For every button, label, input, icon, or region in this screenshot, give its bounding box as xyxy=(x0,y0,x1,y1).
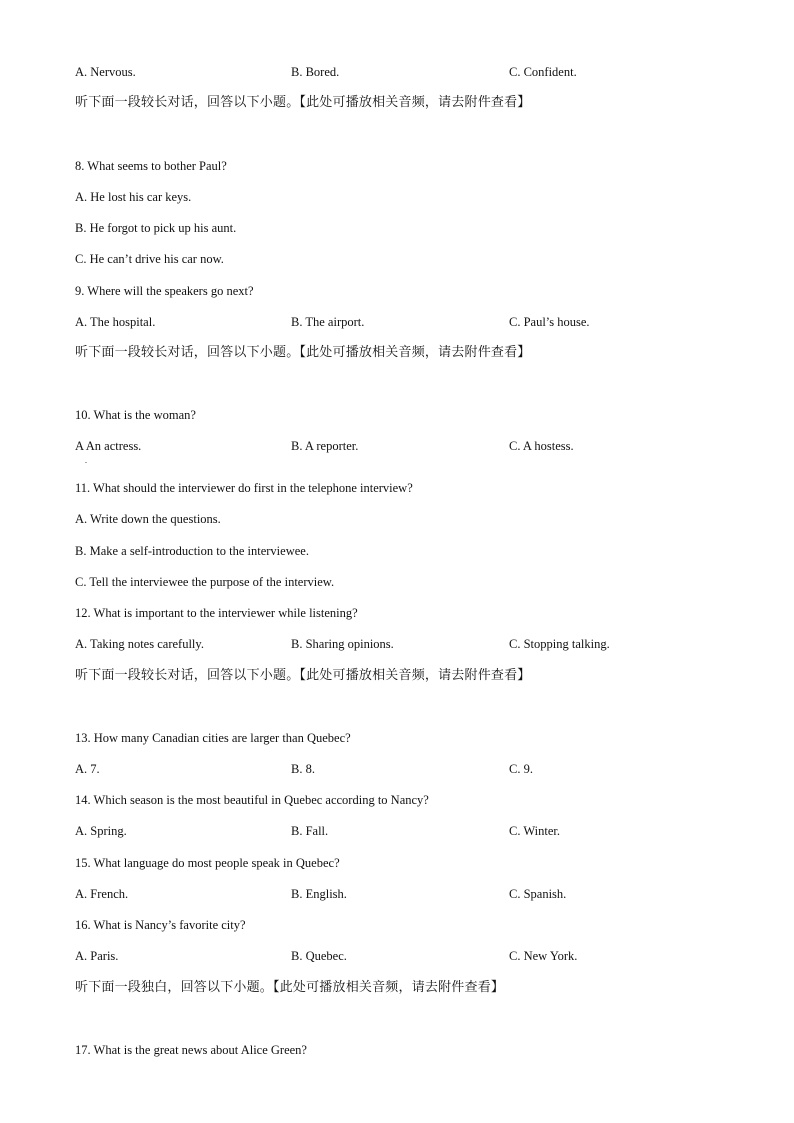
section-instruction: 听下面一段较长对话，回答以下小题。【此处可播放相关音频，请去附件查看】 xyxy=(75,668,531,683)
q10-option-b: B. A reporter. xyxy=(291,439,359,453)
q11-option-b: B. Make a self-introduction to the interviewee. xyxy=(75,544,309,558)
q8-option-a: A. He lost his car keys. xyxy=(75,190,192,204)
q12-option-a: A. Taking notes carefully. xyxy=(75,637,204,651)
q7-option-c: C. Confident. xyxy=(509,65,577,79)
q16-option-c: C. New York. xyxy=(509,949,578,963)
q15-option-b: B. English. xyxy=(291,887,347,901)
q12-option-c: C. Stopping talking. xyxy=(509,637,610,651)
question-11: 11. What should the interviewer do first in the telephone interview? xyxy=(75,481,413,495)
question-17: 17. What is the great news about Alice Green? xyxy=(75,1043,307,1057)
question-13: 13. How many Canadian cities are larger than Quebec? xyxy=(75,731,351,745)
question-15: 15. What language do most people speak in Quebec? xyxy=(75,856,340,870)
q13-option-a: A. 7. xyxy=(75,762,100,776)
q9-option-c: C. Paul’s house. xyxy=(509,315,590,329)
q7-option-b: B. Bored. xyxy=(291,65,340,79)
q9-option-b: B. The airport. xyxy=(291,315,365,329)
q12-option-b: B. Sharing opinions. xyxy=(291,637,394,651)
question-14: 14. Which season is the most beautiful in Quebec according to Nancy? xyxy=(75,793,429,807)
q14-option-b: B. Fall. xyxy=(291,824,329,838)
q14-option-c: C. Winter. xyxy=(509,824,561,838)
section-instruction-monologue: 听下面一段独白，回答以下小题。【此处可播放相关音频，请去附件查看】 xyxy=(75,980,505,995)
q10-option-a: A An actress. xyxy=(75,439,142,453)
question-10: 10. What is the woman? xyxy=(75,408,196,422)
q13-option-c: C. 9. xyxy=(509,762,533,776)
q7-option-a: A. Nervous. xyxy=(75,65,136,79)
q16-option-b: B. Quebec. xyxy=(291,949,347,963)
stray-dot: . xyxy=(85,456,87,465)
question-12: 12. What is important to the interviewer while listening? xyxy=(75,606,358,620)
section-instruction: 听下面一段较长对话，回答以下小题。【此处可播放相关音频，请去附件查看】 xyxy=(75,95,531,110)
q11-option-c: C. Tell the interviewee the purpose of the interview. xyxy=(75,575,335,589)
q9-option-a: A. The hospital. xyxy=(75,315,156,329)
q14-option-a: A. Spring. xyxy=(75,824,127,838)
question-16: 16. What is Nancy’s favorite city? xyxy=(75,918,246,932)
question-9: 9. Where will the speakers go next? xyxy=(75,284,254,298)
q8-option-c: C. He can’t drive his car now. xyxy=(75,252,224,266)
q16-option-a: A. Paris. xyxy=(75,949,119,963)
q8-option-b: B. He forgot to pick up his aunt. xyxy=(75,221,237,235)
q15-option-a: A. French. xyxy=(75,887,129,901)
q10-option-c: C. A hostess. xyxy=(509,439,574,453)
question-8: 8. What seems to bother Paul? xyxy=(75,159,227,173)
q13-option-b: B. 8. xyxy=(291,762,315,776)
q15-option-c: C. Spanish. xyxy=(509,887,567,901)
q11-option-a: A. Write down the questions. xyxy=(75,512,221,526)
section-instruction: 听下面一段较长对话，回答以下小题。【此处可播放相关音频，请去附件查看】 xyxy=(75,345,531,360)
